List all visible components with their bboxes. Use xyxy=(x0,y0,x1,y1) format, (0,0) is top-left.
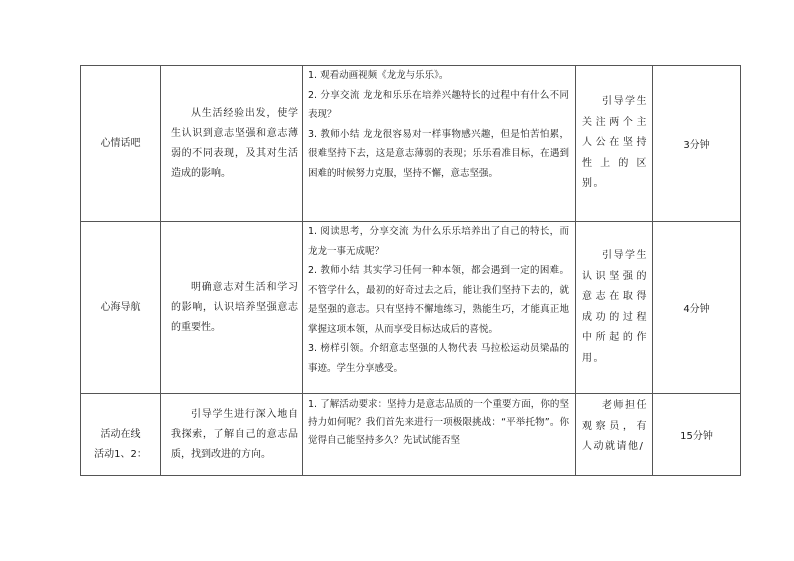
intent-cell xyxy=(576,394,653,476)
table-row xyxy=(81,222,741,394)
time-value: 15分钟 xyxy=(680,431,713,442)
time-cell xyxy=(653,222,741,394)
process-step: 1. 观看动画视频《龙龙与乐乐》。 xyxy=(308,70,449,81)
time-value: 3分钟 xyxy=(683,140,710,151)
intent-cell xyxy=(576,66,653,222)
goal-cell xyxy=(161,222,303,394)
time-value: 4分钟 xyxy=(683,304,710,315)
process-step: 3. 榜样引领。介绍意志坚强的人物代表 马拉松运动员梁晶的事迹。学生分享感受。 xyxy=(308,343,569,374)
process-cell xyxy=(303,222,576,394)
time-cell xyxy=(653,66,741,222)
segment-name: 心海导航 xyxy=(100,301,141,313)
goal-text: 引导学生进行深入地自我探索，了解自己的意志品质，找到改进的方向。 xyxy=(171,408,298,460)
process-step: 2. 分享交流 龙龙和乐乐在培养兴趣特长的过程中有什么不同表现？ xyxy=(308,89,569,120)
goal-text: 从生活经验出发，使学生认识到意志坚强和意志薄弱的不同表现，及其对生活造成的影响。 xyxy=(171,107,298,179)
intent-text: 引导学生认识坚强的意志在取得成功的过程中所起的作用。 xyxy=(582,250,648,364)
lesson-plan-table xyxy=(80,65,741,476)
goal-cell xyxy=(161,394,303,476)
segment-name-cell xyxy=(81,394,161,476)
intent-text: 老师担任观察员，有人动就请他/ xyxy=(582,400,648,452)
segment-name: 心情话吧 xyxy=(100,137,141,149)
segment-name-cell xyxy=(81,222,161,394)
process-step: 2. 教师小结 其实学习任何一种本领，都会遇到一定的困难。不管学什么，最初的好奇过去之后，能让我们坚持下去的，就是坚强的意志。只有坚持不懈地练习，熟能生巧，才能真正地掌握这项本领，从而享受目标达成后的喜悦。 xyxy=(308,265,569,335)
process-cell xyxy=(303,394,576,476)
segment-name-cell xyxy=(81,66,161,222)
process-step: 3. 教师小结 龙龙很容易对一样事物感兴趣，但是怕苦怕累，很难坚持下去，这是意志薄弱的表现；乐乐看准目标，在遇到困难的时候努力克服，坚持不懈，意志坚强。 xyxy=(308,128,569,179)
goal-cell xyxy=(161,66,303,222)
time-cell xyxy=(653,394,741,476)
process-step: 1. 了解活动要求：坚持力是意志品质的一个重要方面，你的坚持力如何呢？我们首先来进行一项极限挑战：“平举托物”。你觉得自己能坚持多久？先试试能否坚 xyxy=(308,399,569,446)
goal-text: 明确意志对生活和学习的影响，认识培养坚强意志的重要性。 xyxy=(171,281,298,333)
table-row xyxy=(81,394,741,476)
table-row xyxy=(81,66,741,222)
intent-cell xyxy=(576,222,653,394)
segment-name: 活动在线 活动1、2： xyxy=(94,428,147,460)
intent-text: 引导学生关注两个主人公在坚持性上的区别。 xyxy=(582,96,648,190)
process-cell xyxy=(303,66,576,222)
process-step: 1. 阅读思考，分享交流 为什么乐乐培养出了自己的特长，而龙龙一事无成呢？ xyxy=(308,226,569,257)
